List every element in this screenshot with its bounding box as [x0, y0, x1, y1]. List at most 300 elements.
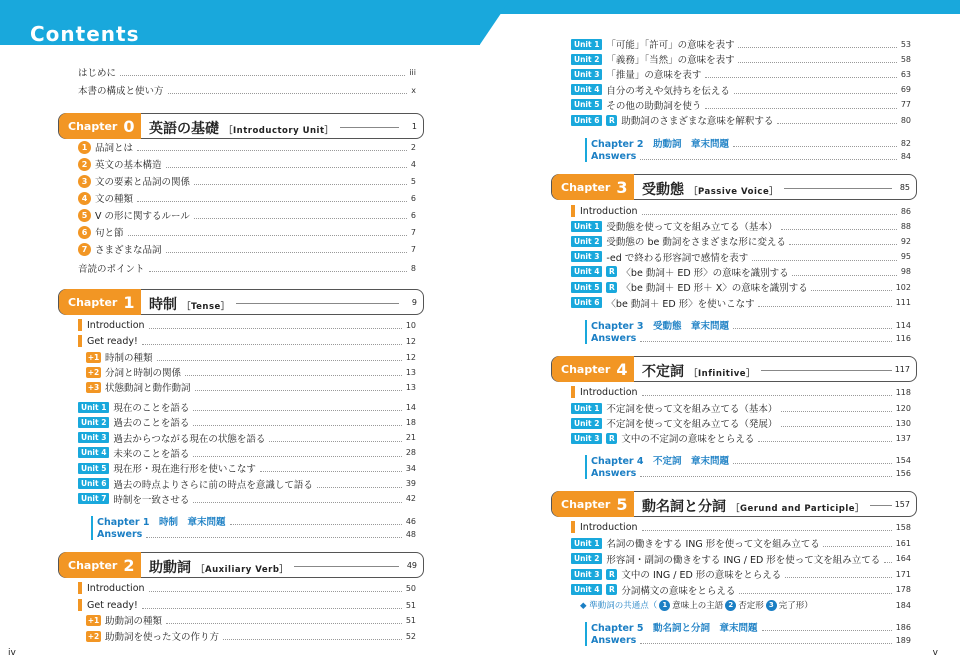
chapter-rule: [340, 127, 399, 128]
entry-label: 分詞構文の意味をとらえる: [621, 585, 736, 597]
page-number: 88: [900, 221, 911, 231]
entry-label: 現在形・現在進行形を使いこなす: [113, 464, 256, 476]
page-number: 52: [405, 631, 416, 641]
leader-dots: [128, 235, 407, 236]
toc-entry[interactable]: [571, 583, 911, 597]
folio-left: iv: [8, 648, 16, 658]
page-number: 42: [405, 494, 416, 504]
leader-dots: [781, 411, 892, 412]
page-number: 130: [895, 418, 911, 428]
entry-label: Answers: [591, 467, 637, 479]
page-number: 156: [895, 468, 911, 478]
chapter-title-en: ［Passive Voice］: [689, 187, 779, 197]
leader-dots: [166, 623, 402, 624]
chapter-page: 49: [406, 561, 417, 570]
unit-badge: Unit 2: [571, 236, 602, 247]
leader-dots: [792, 275, 897, 276]
leader-dots: [640, 643, 892, 644]
page-number: 12: [405, 352, 416, 362]
leader-dots: [758, 441, 892, 442]
entry-label: 現在のことを語る: [113, 403, 190, 414]
review-entry[interactable]: [591, 620, 911, 634]
number-badge: 4: [78, 192, 91, 205]
review-entry[interactable]: [591, 136, 911, 150]
entry-label: 不定詞を使って文を組み立てる（基本）: [606, 404, 778, 415]
toc-entry[interactable]: [78, 318, 416, 332]
entry-label: Answers: [591, 150, 637, 162]
unit-badge: Unit 4: [571, 84, 602, 95]
entry-label: 文中の不定詞の意味をとらえる: [621, 434, 755, 446]
leader-dots: [260, 471, 402, 472]
chapter-rule: [870, 505, 892, 506]
subsection-badge: +1: [87, 615, 100, 625]
page-number: 95: [900, 252, 911, 262]
leader-dots: [142, 608, 402, 609]
leader-dots: [157, 360, 402, 361]
toc-entry[interactable]: [571, 296, 911, 310]
leader-dots: [884, 562, 892, 563]
page-number: 4: [410, 159, 416, 169]
entry-label: 過去の時点よりさらに前の時点を意識して語る: [113, 479, 313, 491]
entry-label: Answers: [591, 634, 637, 646]
toc-entry[interactable]: [78, 400, 416, 414]
subsection-badge: +1: [87, 352, 100, 362]
unit-badge: Unit 1: [571, 538, 602, 549]
leader-dots: [137, 150, 407, 151]
toc-entry[interactable]: [571, 416, 911, 430]
entry-label: 意味上の主語: [672, 601, 724, 611]
leader-dots: [317, 487, 402, 488]
page-number: 137: [895, 433, 911, 443]
chapter-title-ja: 不定詞: [642, 364, 684, 380]
entry-label: 句と節: [95, 228, 124, 239]
leader-dots: [789, 244, 897, 245]
leader-dots: [640, 341, 892, 342]
chapter-number: 1: [123, 292, 135, 312]
leader-dots: [194, 184, 407, 185]
toc-entry[interactable]: [78, 225, 416, 239]
page-number: 46: [405, 516, 416, 526]
unit-badge: Unit 6: [78, 478, 109, 489]
toc-entry[interactable]: [571, 219, 911, 233]
folio-right: v: [932, 648, 938, 658]
page-number: 28: [405, 448, 416, 458]
entry-label: 完了形）: [778, 601, 813, 611]
chapter-title-ja: 時制: [149, 297, 177, 313]
unit-badge: Unit 4: [78, 447, 109, 458]
entry-label: さまざまな品詞: [95, 245, 162, 256]
entry-label: Answers: [591, 332, 637, 344]
leader-dots: [640, 476, 892, 477]
chapter-title: [642, 496, 864, 516]
page-number: 102: [895, 282, 911, 292]
toc-entry[interactable]: [78, 174, 416, 188]
page-number: 116: [895, 333, 911, 343]
leader-dots: [781, 426, 892, 427]
chapter-word: Chapter: [561, 180, 611, 194]
leader-dots: [762, 630, 892, 631]
chapter-word: Chapter: [561, 497, 611, 511]
page-number: 189: [895, 635, 911, 645]
unit-badge: Unit 2: [571, 418, 602, 429]
review-bar: [585, 455, 587, 479]
chapter-number: 0: [123, 116, 135, 136]
entry-label: Chapter 3 受動態 章末問題: [591, 321, 730, 332]
number-badge: 5: [78, 209, 91, 222]
orange-marker: [78, 319, 82, 331]
chapter-header[interactable]: [58, 552, 424, 578]
page-number: 34: [405, 463, 416, 473]
page-number: 10: [405, 320, 416, 330]
entry-label: 本書の構成と使い方: [78, 86, 164, 97]
entry-label: Introduction: [87, 582, 145, 594]
unit-badge: Unit 3: [78, 432, 109, 443]
toc-entry[interactable]: [78, 334, 416, 348]
chapter-number: 4: [616, 359, 628, 379]
toc-entry[interactable]: [571, 552, 911, 566]
leader-dots: [733, 463, 892, 464]
toc-entry[interactable]: [571, 536, 911, 550]
chapter-page: 1: [411, 122, 417, 131]
page-number: 120: [895, 403, 911, 413]
entry-label: 状態動詞と動作動詞: [105, 383, 191, 394]
unit-badge: Unit 5: [571, 99, 602, 110]
chapter-title-en: ［Gerund and Participle］: [731, 504, 865, 514]
page-number: 51: [405, 600, 416, 610]
toc-entry[interactable]: [78, 140, 416, 154]
leader-dots: [168, 93, 407, 94]
chapter-page: 85: [899, 183, 910, 192]
number-badge: 1: [78, 141, 91, 154]
toc-entry[interactable]: [571, 520, 911, 534]
orange-marker: [78, 335, 82, 347]
leader-dots: [195, 390, 402, 391]
chapter-rule: [784, 188, 892, 189]
entry-label: 否定形: [738, 601, 764, 611]
answers-entry[interactable]: [591, 633, 911, 647]
toc-entry[interactable]: [78, 157, 416, 171]
common-points-entry[interactable]: [580, 598, 911, 612]
review-entry[interactable]: [591, 453, 911, 467]
leader-dots: [734, 93, 897, 94]
leader-dots: [194, 218, 407, 219]
toc-entry[interactable]: [78, 242, 416, 256]
toc-entry[interactable]: [78, 83, 416, 97]
unit-badge: Unit 3: [571, 433, 602, 444]
page-number: 158: [895, 522, 911, 532]
orange-marker: [78, 582, 82, 594]
entry-label: 〈be 動詞＋ ED 形〉を使いこなす: [606, 298, 755, 310]
chapter-label: [552, 174, 634, 200]
leader-dots: [823, 546, 892, 547]
entry-label: Chapter 1 時制 章末問題: [97, 517, 226, 528]
toc-entry[interactable]: [571, 113, 911, 127]
chapter-title: [149, 557, 288, 577]
page-number: 111: [895, 298, 911, 307]
leader-dots: [781, 229, 897, 230]
unit-badge: Unit 6: [571, 297, 602, 308]
page-number: 63: [900, 69, 911, 79]
page-number: 8: [410, 263, 416, 273]
unit-badge: Unit 2: [78, 417, 109, 428]
leader-dots: [166, 167, 407, 168]
leader-dots: [149, 591, 402, 592]
review-entry[interactable]: [591, 318, 911, 332]
leader-dots: [752, 260, 897, 261]
page-number: 6: [410, 193, 416, 203]
entry-label: 形容詞・副詞の働きをする ING / ED 形を使って文を組み立てる: [606, 554, 881, 566]
leader-dots: [269, 441, 402, 442]
entry-label: Chapter 2 助動詞 章末問題: [591, 139, 730, 150]
chapter-page: 9: [411, 298, 417, 307]
page-number: iii: [409, 67, 416, 77]
toc-entry[interactable]: [78, 415, 416, 429]
entry-label: 「推量」の意味を表す: [606, 70, 702, 82]
unit-badge: Unit 1: [571, 403, 602, 414]
chapter-label: [59, 113, 141, 139]
leader-dots: [642, 395, 892, 396]
unit-badge: Unit 1: [571, 221, 602, 232]
page-number: 48: [405, 529, 416, 539]
toc-entry[interactable]: [571, 52, 911, 66]
toc-entry[interactable]: [571, 431, 911, 445]
orange-marker: [571, 205, 575, 217]
review-bar: [585, 138, 587, 162]
entry-label: 〈be 動詞＋ ED 形＋ X〉の意味を識別する: [621, 283, 808, 295]
unit-badge: Unit 4: [571, 584, 602, 595]
entry-label: Chapter 4 不定詞 章末問題: [591, 456, 730, 467]
chapter-title: [149, 294, 230, 314]
toc-entry[interactable]: [571, 204, 911, 218]
leader-dots: [642, 530, 892, 531]
page-number: 13: [405, 382, 416, 392]
entry-label: 時制を一致させる: [113, 494, 190, 506]
toc-entry[interactable]: [78, 598, 416, 612]
toc-entry[interactable]: [78, 261, 416, 275]
chapter-title: [149, 118, 334, 138]
chapter-rule: [761, 370, 892, 371]
toc-entry[interactable]: [86, 629, 416, 643]
unit-badge: Unit 7: [78, 493, 109, 504]
toc-entry[interactable]: [571, 67, 911, 81]
unit-badge: Unit 3: [571, 569, 602, 580]
leader-dots: [705, 108, 897, 109]
leader-dots: [642, 214, 897, 215]
chapter-title-en: ［Tense］: [182, 302, 230, 312]
entry-label: 「義務」「当然」の意味を表す: [606, 55, 735, 67]
toc-entry[interactable]: [571, 385, 911, 399]
toc-entry[interactable]: [78, 65, 416, 79]
toc-entry[interactable]: [571, 265, 911, 279]
entry-label: 分詞と時制の関係: [105, 368, 182, 379]
chapter-title: [642, 179, 778, 199]
toc-entry[interactable]: [78, 446, 416, 460]
page-number: 98: [900, 267, 911, 277]
entry-label: 音読のポイント: [78, 264, 145, 275]
orange-marker: [78, 599, 82, 611]
page-number: 7: [410, 244, 416, 254]
entry-label: Get ready!: [87, 335, 138, 347]
reading-badge: R: [606, 266, 617, 277]
page-number: x: [411, 85, 416, 95]
entry-label: 「可能」「許可」の意味を表す: [606, 40, 735, 51]
entry-label: -ed で終わる形容詞で感情を表す: [606, 252, 749, 264]
page-number: 86: [900, 206, 911, 216]
entry-label: 助動詞を使った文の作り方: [105, 632, 220, 643]
chapter-title-ja: 受動態: [642, 182, 684, 198]
leader-dots: [758, 306, 892, 307]
answers-entry[interactable]: [591, 466, 911, 480]
page-number: 12: [405, 336, 416, 346]
orange-marker: [571, 521, 575, 533]
header-stripe: [480, 0, 960, 14]
reading-badge: R: [606, 433, 617, 444]
toc-entry[interactable]: [78, 461, 416, 475]
unit-badge: Unit 3: [571, 251, 602, 262]
unit-badge: Unit 6: [571, 115, 602, 126]
toc-entry[interactable]: [571, 83, 911, 97]
chapter-title-ja: 助動詞: [149, 560, 191, 576]
chapter-number: 5: [616, 494, 628, 514]
entry-label: 時制の種類: [105, 353, 153, 364]
leader-dots: [166, 252, 407, 253]
leader-dots: [739, 593, 892, 594]
number-badge: 3: [78, 175, 91, 188]
answers-entry[interactable]: [591, 149, 911, 163]
chapter-word: Chapter: [68, 295, 118, 309]
toc-entry[interactable]: [571, 401, 911, 415]
chapter-header[interactable]: [58, 113, 424, 139]
toc-entry[interactable]: [86, 613, 416, 627]
reading-badge: R: [606, 569, 617, 580]
leader-dots: [733, 328, 892, 329]
toc-entry[interactable]: [571, 280, 911, 294]
chapter-page: 157: [894, 500, 910, 509]
entry-label: Introduction: [580, 521, 638, 533]
review-bar: [585, 320, 587, 344]
unit-badge: Unit 1: [571, 39, 602, 50]
toc-entry[interactable]: [571, 98, 911, 112]
entry-label: Introduction: [87, 319, 145, 331]
page-number: 171: [895, 569, 911, 579]
chapter-header[interactable]: [551, 356, 917, 382]
answers-entry[interactable]: [97, 527, 416, 541]
chapter-header[interactable]: [551, 174, 917, 200]
toc-entry[interactable]: [78, 208, 416, 222]
chapter-word: Chapter: [68, 119, 118, 133]
entry-label: 文の種類: [95, 194, 134, 205]
leader-dots: [738, 47, 897, 48]
page-number: 58: [900, 54, 911, 64]
entry-label: その他の助動詞を使う: [606, 100, 702, 112]
number-badge: 7: [78, 243, 91, 256]
leader-dots: [185, 375, 402, 376]
chapter-title-en: ［Infinitive］: [689, 369, 756, 379]
page-number: 84: [900, 151, 911, 161]
answers-entry[interactable]: [591, 331, 911, 345]
chapter-number: 3: [616, 177, 628, 197]
leader-dots: [137, 201, 407, 202]
chapter-title-ja: 英語の基礎: [149, 121, 219, 137]
leader-dots: [733, 146, 897, 147]
page-number: 13: [405, 367, 416, 377]
chapter-number: 2: [123, 555, 135, 575]
toc-entry[interactable]: [78, 191, 416, 205]
toc-entry[interactable]: [571, 567, 911, 581]
chapter-title-en: ［Auxiliary Verb］: [196, 565, 289, 575]
page-number: 21: [405, 433, 416, 443]
reading-badge: R: [606, 282, 617, 293]
page-number: 82: [900, 138, 911, 148]
entry-label: 文中の ING / ED 形の意味をとらえる: [621, 570, 782, 581]
page-number: 80: [900, 115, 911, 125]
entry-label: 未来のことを語る: [113, 448, 190, 460]
leader-dots: [785, 577, 892, 578]
toc-entry[interactable]: [571, 234, 911, 248]
page-number: 118: [895, 387, 911, 397]
page-number: 161: [895, 538, 911, 548]
page-number: 164: [895, 554, 911, 563]
toc-entry[interactable]: [571, 250, 911, 264]
toc-entry[interactable]: [78, 581, 416, 595]
subsection-badge: +3: [87, 382, 100, 392]
entry-label: Introduction: [580, 386, 638, 398]
page-number: 77: [900, 100, 911, 110]
review-entry[interactable]: [97, 514, 416, 528]
entry-label: 不定詞を使って文を組み立てる（発展）: [606, 419, 778, 431]
leader-dots: [705, 77, 897, 78]
chapter-label: [59, 289, 141, 315]
leader-dots: [120, 75, 405, 76]
page-number: 51: [405, 615, 416, 625]
page-number: 7: [410, 227, 416, 237]
chapter-label: [552, 356, 634, 382]
page-number: 14: [405, 402, 416, 412]
leader-dots: [640, 159, 897, 160]
toc-entry[interactable]: [86, 365, 416, 379]
toc-entry[interactable]: [78, 477, 416, 491]
reading-badge: R: [606, 115, 617, 126]
toc-entry[interactable]: [86, 350, 416, 364]
orange-marker: [571, 386, 575, 398]
number-badge: 1: [659, 600, 670, 611]
number-badge: 6: [78, 226, 91, 239]
toc-entry[interactable]: [86, 380, 416, 394]
toc-entry[interactable]: [78, 492, 416, 506]
page-number: 2: [410, 142, 416, 152]
subsection-badge: +2: [87, 631, 100, 641]
chapter-title-ja: 動名詞と分詞: [642, 499, 726, 515]
toc-entry[interactable]: [78, 431, 416, 445]
chapter-word: Chapter: [68, 558, 118, 572]
toc-entry[interactable]: [571, 37, 911, 51]
entry-label: 助動詞のさまざまな意味を解釈する: [621, 116, 774, 127]
unit-badge: Unit 5: [78, 463, 109, 474]
leader-dots: [142, 344, 402, 345]
page-number: 18: [405, 417, 416, 427]
chapter-header[interactable]: [551, 491, 917, 517]
leader-dots: [146, 537, 402, 538]
chapter-page: 117: [894, 365, 910, 374]
chapter-header[interactable]: [58, 289, 424, 315]
header-diagonal: [430, 0, 510, 45]
leader-dots: [149, 271, 407, 272]
unit-badge: Unit 3: [571, 69, 602, 80]
leader-dots: [777, 123, 897, 124]
leader-dots: [223, 639, 402, 640]
entry-label: 〈be 動詞＋ ED 形〉の意味を識別する: [621, 267, 789, 279]
entry-label: 受動態を使って文を組み立てる（基本）: [606, 222, 778, 233]
